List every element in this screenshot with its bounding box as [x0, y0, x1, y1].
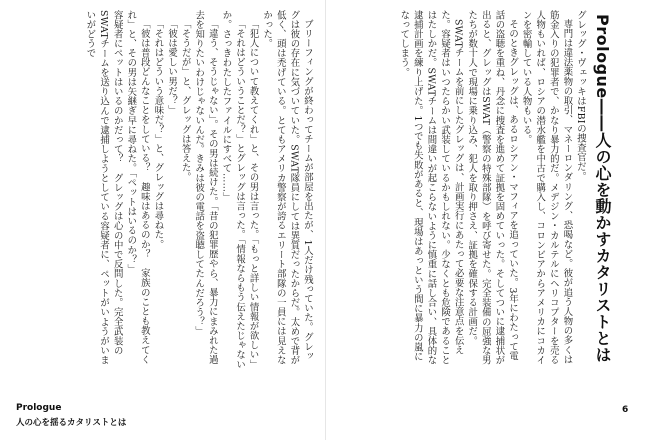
- paragraph: そのときグレッグは、あるロシアン・マフィアを追っていた。3年にわたって電話の盗聴を重ね、丹念に捜査を進めて証拠を固めていった。そしてついに逮捕状が出ると、グレッグはSWAT（警察の特殊部隊）を呼び寄せた。完全装備の屈強な男たちが数十人で現場に乗り込み、犯人を取り押さえ、証拠を確保する計画だ。: [466, 10, 519, 365]
- running-footer-title: 人の心を揺るカタリストとは: [16, 418, 127, 428]
- page-gutter-divider: [325, 0, 326, 440]
- paragraph: 「それはどういう意味だ？」と、グレッグは尋ねた。: [152, 19, 164, 250]
- paragraph: 「違う、そうじゃない」。その男は続けた。「昔の犯罪歴やら、暴力にまみれた過去を知りたいわけじゃないんだ。きみは彼の電話を盗聴してたんだろう？」: [193, 10, 218, 365]
- paragraph: 「彼は愛しい男だ？」: [166, 19, 178, 116]
- paragraph: グレッグ・ヴェッキはFBIの捜査官だ。: [575, 10, 586, 182]
- paragraph: SWATチームを前にしたグレッグは、計画実行にあたって必要な注意点を伝えた。容疑者はいつたらかい武装しているかもしれない。少なくとも危険であることはたしかだ。SWATチームは間違いが起こらないように慎重に話し合い、具体的な逮捕計画を練り上げた。1つでも失敗があると、現場はあっという間に暴力の嵐になってしまう。: [398, 10, 464, 365]
- chapter-title: Prologue――人の心を動かすカタリストとは: [593, 14, 612, 363]
- running-footer-section: Prologue: [16, 403, 62, 413]
- paragraph: 「犯人について教えてくれ」と、その男は言った。「もっと詳しい情報が欲しい」: [247, 19, 259, 370]
- paragraph: ブリーフィングが終わってチームが部屋を出たが、1人だけ残っていた。グレッグは彼の存在に気づいていた。SWAT隊員にしては異質だったからだ。太めで背が低く、頭は禿げている。とてもアメリカ警察が誇るエリート部隊の一員には見えなかった。: [261, 10, 313, 365]
- page-number: 6: [622, 405, 629, 415]
- paragraph: 「そうだが」と、グレッグは答えた。: [179, 19, 191, 183]
- right-page-body: [357, 10, 587, 370]
- paragraph: 容疑者にペットはいるのかだって？ グレッグは心の中で反問した。完全武装のSWATチームを送り込んで逮捕しようとしている容疑者に、ペットがいようがいまいがどうで: [84, 10, 123, 365]
- left-page-body: [16, 10, 314, 370]
- paragraph: 「それはどういうことだ？」とグレッグは言った。「情報ならもう伝えたじゃないか。さっきわたしたファイルにすべて……」: [220, 10, 246, 370]
- paragraph: 専門は違法薬物の取引、マネーロンダリング、恐喝など。彼が追う人物の多くは筋金入りの犯罪者で、かなり暴力的だ。メデジン・カルテルにヘリコプターを売る人物もいれば、ロシアの潜水艦を中古で購入し、コロンビアからアメリカにコカインを密輸している人物もいる。: [520, 10, 573, 365]
- paragraph: 「彼は普段どんなことをしている？ 趣味はあるのか？ 家族のことも教えてくれ」と、その男は矢継ぎ早に尋ねた。「ペットはいるのか？」: [125, 10, 150, 365]
